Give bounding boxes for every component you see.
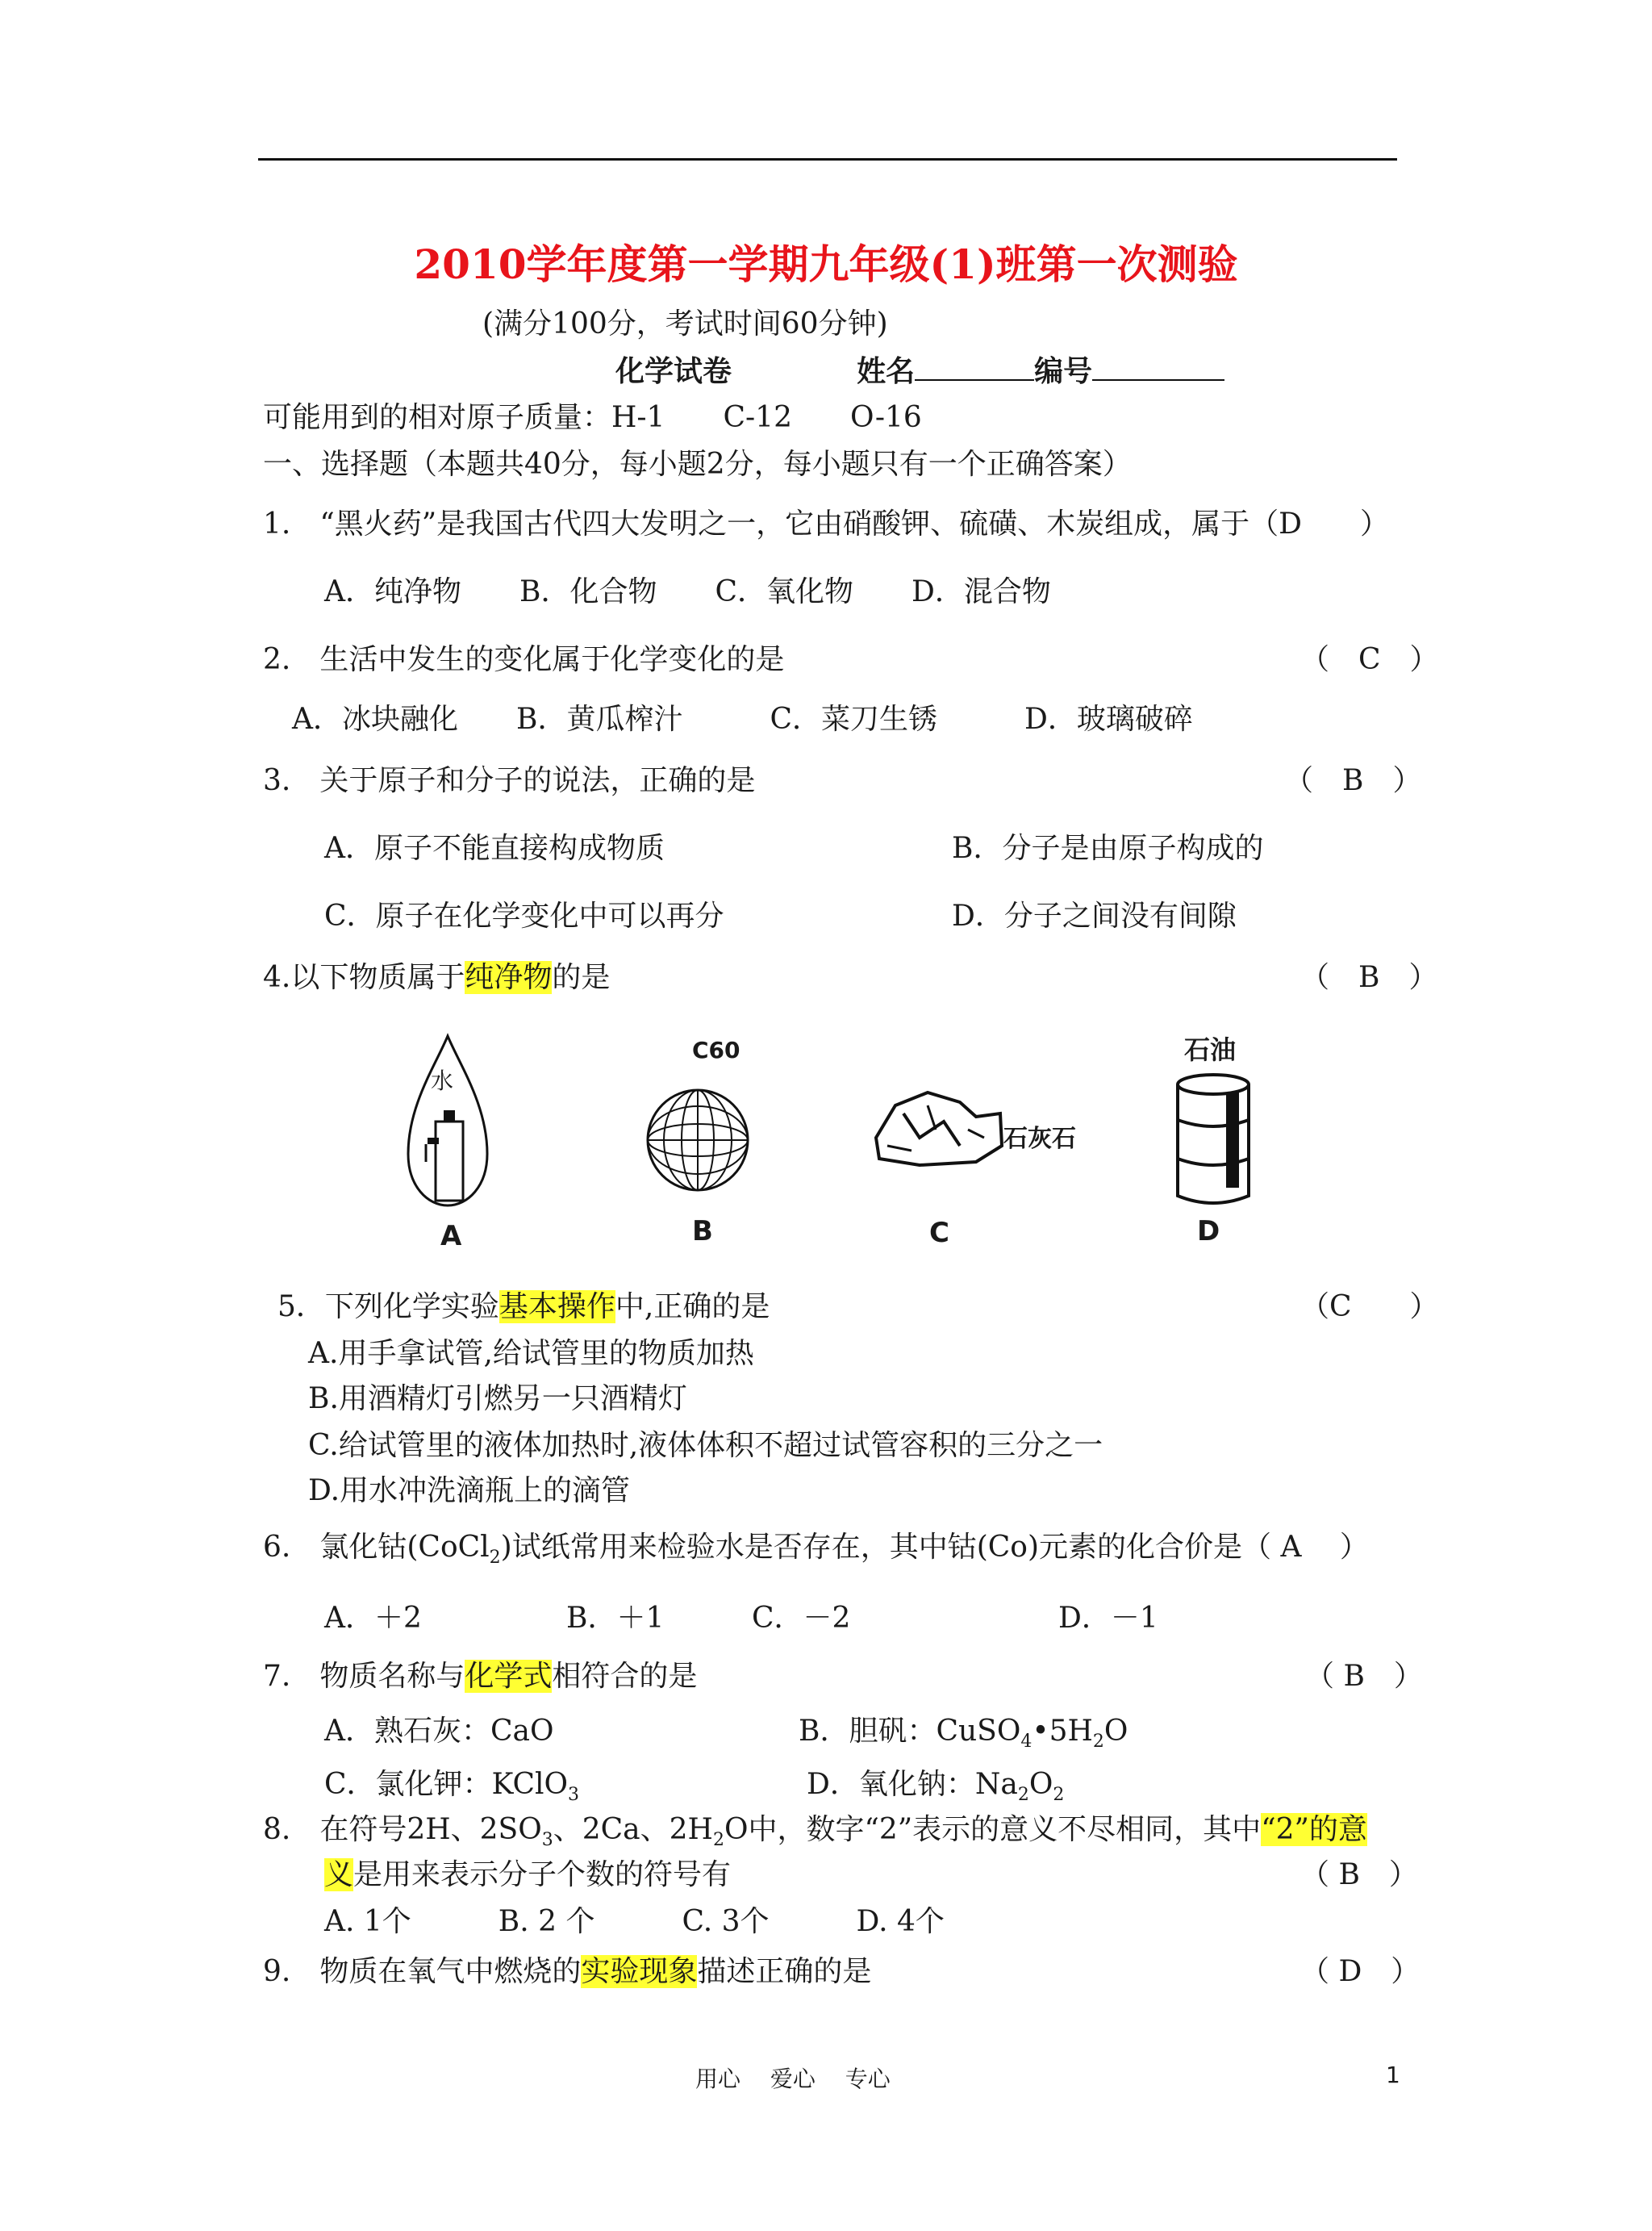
question-5-answer: （C ）	[1300, 1290, 1439, 1323]
question-7-option-d-sub2: 2	[1053, 1785, 1065, 1806]
question-7-option-c	[324, 1767, 579, 1813]
question-5-option-a: A.用手拿试管,给试管里的物质加热	[308, 1337, 754, 1370]
question-2-options: A．冰块融化 B．黄瓜榨汁 C．菜刀生锈 D．玻璃破碎	[292, 703, 1193, 736]
question-2-stem: 2. 生活中发生的变化属于化学变化的是	[263, 643, 785, 676]
number-label: 编号	[1034, 354, 1093, 388]
question-7-option-d-pre: D．氧化钠：Na	[807, 1768, 1018, 1801]
section-heading: 一、选择题（本题共40分，每小题2分，每小题只有一个正确答案）	[263, 448, 1132, 481]
header-rule	[258, 158, 1397, 161]
limestone-label: 石灰石	[1003, 1125, 1076, 1153]
name-blank[interactable]	[915, 352, 1034, 381]
water-label: 水	[431, 1067, 454, 1094]
question-7-option-a: A．熟石灰：CaO	[324, 1715, 554, 1748]
exam-title: 2010学年度第一学期九年级(1)班第一次测验	[414, 240, 1238, 288]
question-6-option-b: B．＋1	[566, 1602, 665, 1635]
question-3-answer: （ B ）	[1284, 764, 1422, 797]
question-8-stem-mid2: O中，数字“2”表示的意义不尽相同，其中	[724, 1813, 1262, 1846]
question-9-stem-pre: 9. 物质在氧气中燃烧的	[263, 1955, 582, 1988]
question-1-stem: 1. “黑火药”是我国古代四大发明之一，它由硝酸钾、硫磺、木炭组成，属于（D ）	[263, 508, 1390, 541]
question-5-highlight: 基本操作	[499, 1290, 615, 1323]
question-9-stem	[263, 1954, 871, 1990]
question-1-options: A．纯净物 B．化合物 C．氧化物 D．混合物	[324, 575, 1051, 608]
question-6-option-a: A．＋2	[324, 1602, 422, 1635]
question-8-answer: （ B ）	[1300, 1858, 1418, 1891]
paper-name-label: 化学试卷	[615, 354, 732, 388]
question-8-options: A. 1个 B. 2 个 C. 3个 D. 4个	[324, 1905, 945, 1938]
page-number: 1	[1386, 2062, 1400, 2088]
question-6-subscript: 2	[489, 1548, 501, 1569]
question-8-stem-pre: 8. 在符号2H、2SO	[263, 1813, 542, 1846]
question-8-stem-mid1: 、2Ca、2H	[553, 1813, 713, 1846]
oil-barrel-figure	[1168, 1030, 1265, 1223]
question-6-stem-pre: 6. 氯化钴(CoCl	[263, 1531, 490, 1564]
question-3-stem: 3. 关于原子和分子的说法，正确的是	[263, 764, 756, 797]
c60-figure	[645, 1037, 750, 1222]
question-9-answer: （ D ）	[1300, 1955, 1420, 1988]
question-4-highlight: 纯净物	[465, 961, 553, 994]
question-7-option-d	[807, 1767, 1064, 1813]
question-3-option-c: C．原子在化学变化中可以再分	[324, 900, 724, 933]
question-3-option-a: A．原子不能直接构成物质	[324, 832, 665, 865]
question-3-option-d: D．分子之间没有间隙	[952, 900, 1237, 933]
question-7-option-b-sub2: 2	[1092, 1732, 1104, 1753]
figure-label-b: B	[692, 1215, 713, 1247]
c60-label: C60	[692, 1037, 740, 1063]
question-5-option-d: D.用水冲洗滴瓶上的滴管	[308, 1474, 631, 1507]
name-label: 姓名	[857, 354, 916, 388]
limestone-figure	[871, 1081, 1081, 1186]
question-6-option-c: C．－2	[752, 1602, 851, 1635]
figure-label-c: C	[929, 1217, 949, 1249]
question-8-stem-line2-text: 是用来表示分子个数的符号有	[353, 1858, 732, 1891]
question-6-stem	[263, 1530, 1369, 1576]
question-8-stem	[263, 1812, 1367, 1858]
question-4-stem-pre: 4.以下物质属于	[263, 961, 465, 994]
question-7-option-c-sub: 3	[568, 1785, 580, 1806]
question-7-stem	[263, 1659, 697, 1694]
figure-label-a: A	[440, 1220, 462, 1252]
question-5-stem-pre: 5．下列化学实验	[277, 1290, 499, 1323]
figure-label-d: D	[1197, 1215, 1220, 1247]
question-7-answer: （ B ）	[1305, 1660, 1423, 1693]
question-5-option-b: B.用酒精灯引燃另一只酒精灯	[308, 1382, 687, 1415]
water-drop-figure	[403, 1033, 492, 1210]
question-7-option-c-pre: C．氯化钾：KClO	[324, 1768, 569, 1801]
question-7-option-b-pre: B．胆矾：CuSO	[799, 1715, 1021, 1748]
question-7-stem-pre: 7. 物质名称与	[263, 1660, 465, 1693]
question-7-highlight: 化学式	[465, 1660, 553, 1693]
question-8-sub1: 3	[541, 1830, 553, 1851]
question-5-stem-post: 中,正确的是	[615, 1290, 770, 1323]
oil-label: 石油	[1184, 1034, 1237, 1065]
atomic-mass-line: 可能用到的相对原子质量：H-1 C-12 O-16	[263, 401, 922, 434]
exam-subtitle: (满分100分，考试时间60分钟)	[482, 307, 888, 340]
question-9-stem-post: 描述正确的是	[697, 1955, 872, 1988]
question-7-stem-post: 相符合的是	[552, 1660, 698, 1693]
question-5-stem	[277, 1289, 770, 1325]
footer-motto: 用心 爱心 专心	[695, 2066, 891, 2092]
question-8-sub2: 2	[712, 1830, 724, 1851]
question-3-option-b: B．分子是由原子构成的	[952, 832, 1264, 865]
question-2-answer: （ C ）	[1300, 643, 1439, 676]
question-8-highlight-1: “2”的意	[1261, 1813, 1367, 1846]
question-7-option-b-mid: •5H	[1032, 1715, 1093, 1748]
question-7-option-b-post: O	[1103, 1715, 1128, 1748]
paper-name	[615, 352, 1224, 389]
question-4-answer: （ B ）	[1300, 961, 1438, 994]
question-7-option-d-sub1: 2	[1017, 1785, 1029, 1806]
question-7-option-b	[799, 1714, 1128, 1760]
question-4-stem-post: 的是	[552, 961, 611, 994]
question-5-option-c: C.给试管里的液体加热时,液体体积不超过试管容积的三分之一	[308, 1429, 1103, 1462]
question-4-stem	[263, 960, 610, 996]
question-8-stem-line2	[324, 1857, 731, 1893]
question-6-stem-post: )试纸常用来检验水是否存在，其中钴(Co)元素的化合价是（ A ）	[500, 1531, 1369, 1564]
question-9-highlight: 实验现象	[581, 1955, 698, 1988]
number-blank[interactable]	[1092, 352, 1224, 381]
question-7-option-d-mid: O	[1028, 1768, 1053, 1801]
question-6-option-d: D．－1	[1058, 1602, 1158, 1635]
question-7-option-b-sub1: 4	[1020, 1732, 1032, 1753]
question-8-highlight-2: 义	[324, 1858, 354, 1891]
